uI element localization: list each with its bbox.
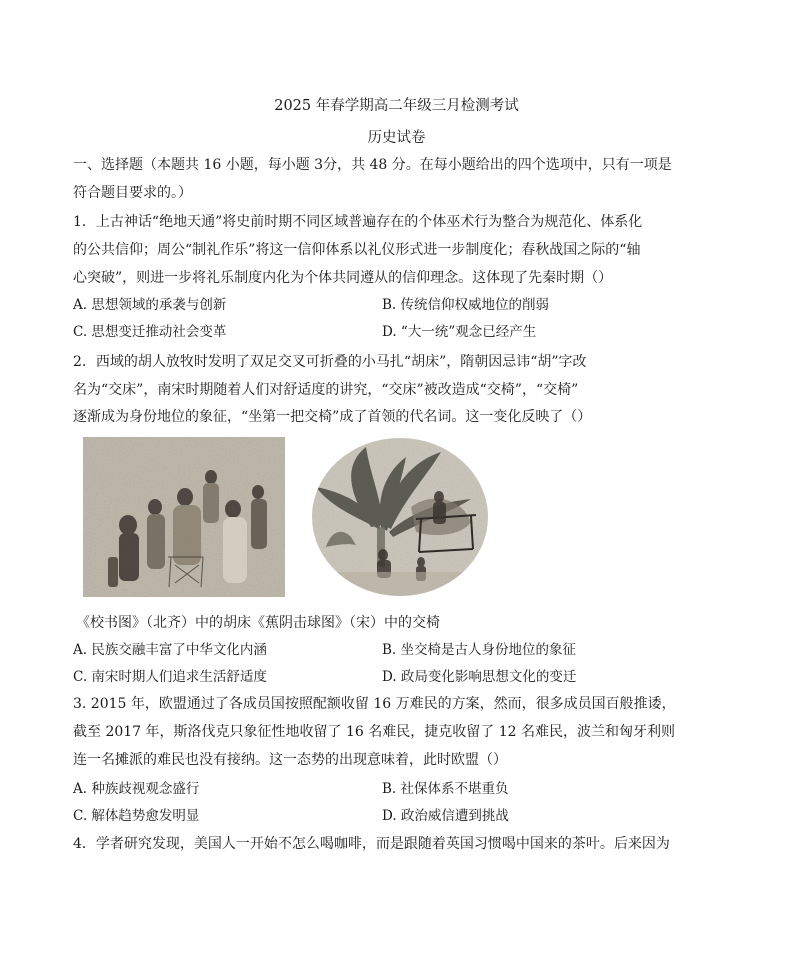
q1-option-c: C. 思想变迁推动社会变革: [73, 324, 227, 340]
subject-title: 历史试卷: [367, 130, 426, 146]
q1-option-b: B. 传统信仰权威地位的削弱: [382, 297, 550, 313]
painting-jiaoshu-tu: [83, 437, 285, 597]
q3-stem-line1: 3. 2015 年，欧盟通过了各成员国按照配额收留 16 万难民的方案，然而，很多成员国百般推诿，: [73, 696, 676, 712]
q1-option-a: A. 思想领域的承袭与创新: [73, 297, 227, 313]
q2-stem-line2: 名为“交床”，南宋时期随着人们对舒适度的讲究，“交床”被改造成“交椅”，“交椅”: [73, 382, 579, 398]
exam-title: 2025 年春学期高二年级三月检测考试: [274, 98, 519, 114]
section-instruction-line2: 符合题目要求的。）: [73, 185, 192, 201]
q2-option-a: A. 民族交融丰富了中华文化内涵: [73, 642, 267, 658]
q2-option-c: C. 南宋时期人们追求生活舒适度: [73, 669, 267, 685]
q3-stem-line3: 连一名摊派的难民也没有接纳。这一态势的出现意味着，此时欧盟（）: [73, 752, 507, 768]
q2-stem-line1: 2．西域的胡人放牧时发明了双足交叉可折叠的小马扎“胡床”，隋朝因忌讳“胡”字改: [73, 354, 587, 370]
q1-option-d: D. “大一统”观念已经产生: [382, 324, 537, 340]
q3-option-b: B. 社保体系不堪重负: [382, 781, 509, 797]
q2-image-caption: 《校书图》（北齐）中的胡床《蕉阴击球图》（宋）中的交椅: [76, 615, 440, 631]
q1-stem-line3: 心突破”，则进一步将礼乐制度内化为个体共同遵从的信仰理念。这体现了先秦时期（）: [73, 270, 613, 286]
q3-option-c: C. 解体趋势愈发明显: [73, 808, 200, 824]
painting-jiaoyin-jiqiu-tu: [311, 437, 489, 597]
q2-option-d: D. 政局变化影响思想文化的变迁: [382, 669, 577, 685]
q1-stem-line1: 1．上古神话“绝地天通”将史前时期不同区域普遍存在的个体巫术行为整合为规范化、体系化: [73, 214, 643, 230]
section-instruction-line1: 一、选择题（本题共 16 小题，每小题 3分，共 48 分。在每小题给出的四个选项中，只有一项是: [73, 157, 672, 173]
q3-stem-line2: 截至 2017 年，斯洛伐克只象征性地收留了 16 名难民，捷克收留了 12 名难民，波兰和匈牙利则: [73, 724, 675, 740]
q2-stem-line3: 逐渐成为身份地位的象征，“坐第一把交椅”成了首领的代名词。这一变化反映了（）: [73, 409, 592, 425]
q3-option-d: D. 政治威信遭到挑战: [382, 808, 509, 824]
q3-option-a: A. 种族歧视观念盛行: [73, 781, 200, 797]
q4-stem-line1: 4．学者研究发现，美国人一开始不怎么喝咖啡，而是跟随着英国习惯喝中国来的茶叶。后来因为: [73, 836, 670, 852]
q2-option-b: B. 坐交椅是古人身份地位的象征: [382, 642, 577, 658]
q1-stem-line2: 的公共信仰；周公“制礼作乐”将这一信仰体系以礼仪形式进一步制度化；春秋战国之际的“轴: [73, 242, 641, 258]
